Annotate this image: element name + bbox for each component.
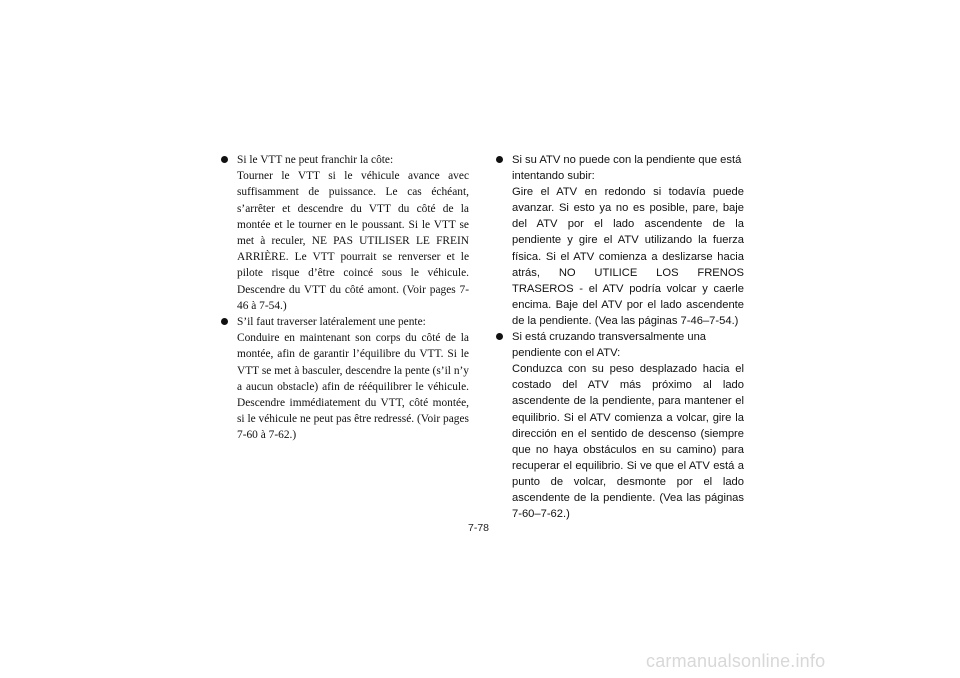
spanish-column [496, 152, 744, 522]
bullet-icon [221, 156, 228, 163]
item-text: Conduire en maintenant son corps du côté de la montée, afin de garantir l’équilibre du VTT. Si le VTT se met à basculer, descendre la pente (s’il n’y a aucun obstacle) afin de rééquilibrer le véhicule. Descendre immédiatement du VTT, côté montée, si le véhicule ne peut pas être redressé. (Voir pages 7-60 à 7-62.) [237, 332, 469, 442]
item-text: Conduzca con su peso desplazado hacia el costado del ATV más próximo al lado ascendente de la pendiente, para mantener el equilibrio. Si el ATV comienza a volcar, gire la dirección en el sentido de descenso (siempre que no haya obstáculos en su camino) para recuperar el equilibrio. Si ve que el ATV está a punto de volcar, desmonte por el lado ascendente de la pendiente. (Vea las páginas 7-60–7-62.) [512, 363, 744, 521]
list-item [496, 152, 744, 329]
item-heading: Si le VTT ne peut franchir la côte: [237, 154, 394, 166]
list-item [221, 314, 469, 444]
item-heading: S’il faut traverser latéralement une pente: [237, 316, 426, 329]
item-heading: Si está cruzando transversalmente una pendiente con el ATV: [512, 331, 707, 360]
watermark: carmanualsonline.info [646, 651, 826, 671]
bullet-icon [496, 333, 503, 340]
french-column [221, 152, 469, 444]
bullet-icon [496, 156, 503, 163]
list-item [496, 329, 744, 522]
item-heading: Si su ATV no puede con la pendiente que está intentando subir: [512, 154, 742, 183]
item-text: Tourner le VTT si le véhicule avance avec suffisamment de puissance. Le cas échéant, s’arrêter et descendre du VTT du côté de la montée et le tourner en le poussant. Si le VTT se met à reculer, NE PAS UTILISER LE FREIN ARRIÈRE. Le VTT pourrait se renverser et le pilote risque d’être coincé sous le véhicule. Descendre du VTT du côté amont. (Voir pages 7-46 à 7-54.) [237, 170, 469, 312]
list-item [221, 152, 469, 314]
item-text: Gire el ATV en redondo si todavía puede avanzar. Si esto ya no es posible, pare, baje del ATV por el lado ascendente de la pendiente y gire el ATV utilizando la fuerza física. Si el ATV comienza a deslizarse hacia atrás, NO UTILICE LOS FRENOS TRASEROS - el ATV podría volcar y caerle encima. Baje del ATV por el lado ascendente de la pendiente. (Vea las páginas 7-46–7-54.) [512, 186, 744, 327]
bullet-icon [221, 318, 228, 325]
page-number: 7-78 [468, 522, 490, 534]
